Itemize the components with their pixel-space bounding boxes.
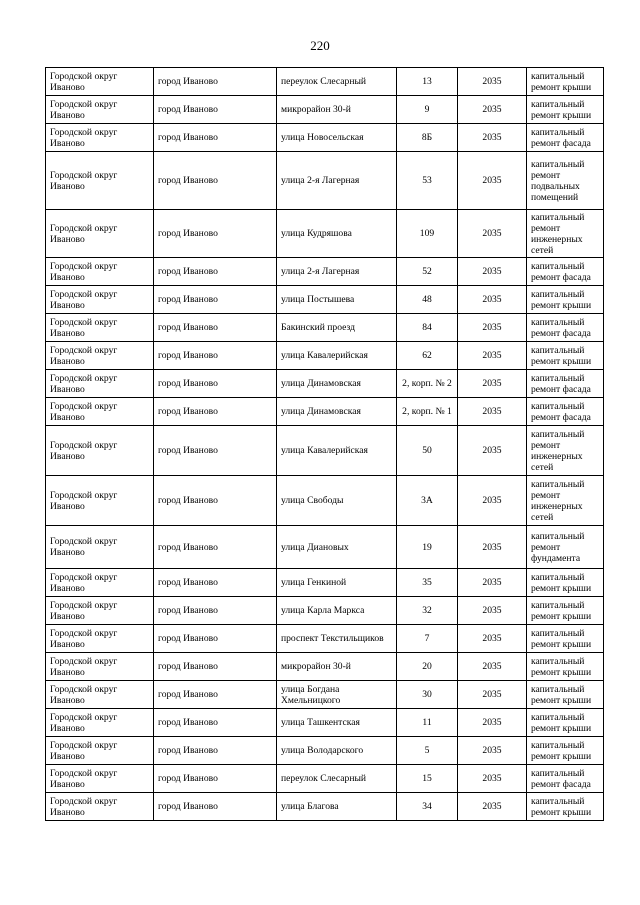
year-cell: 2035 xyxy=(458,765,527,793)
house-number-cell: 11 xyxy=(397,709,458,737)
year-cell: 2035 xyxy=(458,793,527,821)
work-type-cell: капитальный ремонт инженерных сетей xyxy=(527,476,604,526)
house-number-cell: 2, корп. № 1 xyxy=(397,398,458,426)
street-cell: улица Кавалерийская xyxy=(277,426,397,476)
house-number-cell: 7 xyxy=(397,625,458,653)
street-cell: Бакинский проезд xyxy=(277,314,397,342)
city-cell: город Иваново xyxy=(154,597,277,625)
city-cell: город Иваново xyxy=(154,426,277,476)
house-number-cell: 53 xyxy=(397,152,458,210)
house-number-cell: 109 xyxy=(397,210,458,258)
house-number-cell: 19 xyxy=(397,526,458,569)
city-cell: город Иваново xyxy=(154,526,277,569)
city-cell: город Иваново xyxy=(154,286,277,314)
street-cell: улица Благова xyxy=(277,793,397,821)
district-cell: Городской округ Иваново xyxy=(46,96,154,124)
page-number: 220 xyxy=(310,38,330,53)
house-number-cell: 34 xyxy=(397,793,458,821)
street-cell: улица Диановых xyxy=(277,526,397,569)
house-number-cell: 13 xyxy=(397,68,458,96)
work-type-cell: капитальный ремонт крыши xyxy=(527,597,604,625)
district-cell: Городской округ Иваново xyxy=(46,737,154,765)
district-cell: Городской округ Иваново xyxy=(46,526,154,569)
table-body xyxy=(46,68,604,821)
street-cell: микрорайон 30-й xyxy=(277,96,397,124)
house-number-cell: 32 xyxy=(397,597,458,625)
house-number-cell: 8Б xyxy=(397,124,458,152)
table-row xyxy=(46,314,604,342)
city-cell: город Иваново xyxy=(154,625,277,653)
table-row xyxy=(46,737,604,765)
work-type-cell: капитальный ремонт крыши xyxy=(527,793,604,821)
year-cell: 2035 xyxy=(458,286,527,314)
work-type-cell: капитальный ремонт крыши xyxy=(527,737,604,765)
city-cell: город Иваново xyxy=(154,681,277,709)
year-cell: 2035 xyxy=(458,258,527,286)
city-cell: город Иваново xyxy=(154,258,277,286)
table-row xyxy=(46,476,604,526)
work-type-cell: капитальный ремонт инженерных сетей xyxy=(527,210,604,258)
house-number-cell: 52 xyxy=(397,258,458,286)
district-cell: Городской округ Иваново xyxy=(46,765,154,793)
city-cell: город Иваново xyxy=(154,793,277,821)
house-number-cell: 62 xyxy=(397,342,458,370)
street-cell: улица Постышева xyxy=(277,286,397,314)
house-number-cell: 35 xyxy=(397,569,458,597)
table-row xyxy=(46,426,604,476)
street-cell: улица Кудряшова xyxy=(277,210,397,258)
street-cell: улица Динамовская xyxy=(277,398,397,426)
table-row xyxy=(46,210,604,258)
work-type-cell: капитальный ремонт крыши xyxy=(527,342,604,370)
street-cell: переулок Слесарный xyxy=(277,765,397,793)
district-cell: Городской округ Иваново xyxy=(46,793,154,821)
table-row xyxy=(46,96,604,124)
table-row xyxy=(46,124,604,152)
city-cell: город Иваново xyxy=(154,653,277,681)
city-cell: город Иваново xyxy=(154,765,277,793)
work-type-cell: капитальный ремонт фасада xyxy=(527,124,604,152)
district-cell: Городской округ Иваново xyxy=(46,476,154,526)
year-cell: 2035 xyxy=(458,68,527,96)
table-row xyxy=(46,765,604,793)
year-cell: 2035 xyxy=(458,96,527,124)
city-cell: город Иваново xyxy=(154,152,277,210)
street-cell: улица Володарского xyxy=(277,737,397,765)
table-row xyxy=(46,625,604,653)
district-cell: Городской округ Иваново xyxy=(46,625,154,653)
work-type-cell: капитальный ремонт фасада xyxy=(527,314,604,342)
table-row xyxy=(46,597,604,625)
city-cell: город Иваново xyxy=(154,737,277,765)
city-cell: город Иваново xyxy=(154,68,277,96)
year-cell: 2035 xyxy=(458,152,527,210)
district-cell: Городской округ Иваново xyxy=(46,68,154,96)
district-cell: Городской округ Иваново xyxy=(46,398,154,426)
house-number-cell: 5 xyxy=(397,737,458,765)
year-cell: 2035 xyxy=(458,597,527,625)
year-cell: 2035 xyxy=(458,370,527,398)
work-type-cell: капитальный ремонт подвальных помещений xyxy=(527,152,604,210)
table-row xyxy=(46,398,604,426)
work-type-cell: капитальный ремонт крыши xyxy=(527,96,604,124)
city-cell: город Иваново xyxy=(154,124,277,152)
street-cell: улица Генкиной xyxy=(277,569,397,597)
district-cell: Городской округ Иваново xyxy=(46,152,154,210)
house-number-cell: 15 xyxy=(397,765,458,793)
district-cell: Городской округ Иваново xyxy=(46,370,154,398)
district-cell: Городской округ Иваново xyxy=(46,342,154,370)
work-type-cell: капитальный ремонт фасада xyxy=(527,398,604,426)
city-cell: город Иваново xyxy=(154,342,277,370)
city-cell: город Иваново xyxy=(154,569,277,597)
district-cell: Городской округ Иваново xyxy=(46,210,154,258)
table-row xyxy=(46,258,604,286)
district-cell: Городской округ Иваново xyxy=(46,597,154,625)
house-number-cell: 2, корп. № 2 xyxy=(397,370,458,398)
year-cell: 2035 xyxy=(458,709,527,737)
table-row xyxy=(46,569,604,597)
work-type-cell: капитальный ремонт крыши xyxy=(527,653,604,681)
work-type-cell: капитальный ремонт фасада xyxy=(527,258,604,286)
house-number-cell: 20 xyxy=(397,653,458,681)
street-cell: улица Карла Маркса xyxy=(277,597,397,625)
city-cell: город Иваново xyxy=(154,314,277,342)
work-type-cell: капитальный ремонт крыши xyxy=(527,286,604,314)
house-number-cell: 3А xyxy=(397,476,458,526)
work-type-cell: капитальный ремонт крыши xyxy=(527,681,604,709)
work-type-cell: капитальный ремонт инженерных сетей xyxy=(527,426,604,476)
table-row xyxy=(46,68,604,96)
table-row xyxy=(46,793,604,821)
table-row xyxy=(46,152,604,210)
work-type-cell: капитальный ремонт крыши xyxy=(527,625,604,653)
street-cell: улица 2-я Лагерная xyxy=(277,258,397,286)
year-cell: 2035 xyxy=(458,314,527,342)
district-cell: Городской округ Иваново xyxy=(46,124,154,152)
street-cell: улица Свободы xyxy=(277,476,397,526)
street-cell: улица Новосельская xyxy=(277,124,397,152)
city-cell: город Иваново xyxy=(154,96,277,124)
street-cell: улица Кавалерийская xyxy=(277,342,397,370)
year-cell: 2035 xyxy=(458,398,527,426)
work-type-cell: капитальный ремонт фасада xyxy=(527,765,604,793)
street-cell: улица Богдана Хмельницкого xyxy=(277,681,397,709)
city-cell: город Иваново xyxy=(154,210,277,258)
house-number-cell: 30 xyxy=(397,681,458,709)
year-cell: 2035 xyxy=(458,342,527,370)
work-type-cell: капитальный ремонт крыши xyxy=(527,68,604,96)
year-cell: 2035 xyxy=(458,737,527,765)
year-cell: 2035 xyxy=(458,569,527,597)
table-row xyxy=(46,709,604,737)
street-cell: микрорайон 30-й xyxy=(277,653,397,681)
year-cell: 2035 xyxy=(458,124,527,152)
work-type-cell: капитальный ремонт крыши xyxy=(527,709,604,737)
year-cell: 2035 xyxy=(458,681,527,709)
year-cell: 2035 xyxy=(458,426,527,476)
city-cell: город Иваново xyxy=(154,370,277,398)
year-cell: 2035 xyxy=(458,210,527,258)
year-cell: 2035 xyxy=(458,476,527,526)
district-cell: Городской округ Иваново xyxy=(46,286,154,314)
district-cell: Городской округ Иваново xyxy=(46,569,154,597)
year-cell: 2035 xyxy=(458,625,527,653)
district-cell: Городской округ Иваново xyxy=(46,709,154,737)
city-cell: город Иваново xyxy=(154,476,277,526)
table-row xyxy=(46,370,604,398)
year-cell: 2035 xyxy=(458,526,527,569)
table-row xyxy=(46,526,604,569)
house-number-cell: 48 xyxy=(397,286,458,314)
year-cell: 2035 xyxy=(458,653,527,681)
house-number-cell: 84 xyxy=(397,314,458,342)
house-number-cell: 9 xyxy=(397,96,458,124)
district-cell: Городской округ Иваново xyxy=(46,258,154,286)
work-type-cell: капитальный ремонт крыши xyxy=(527,569,604,597)
table-row xyxy=(46,286,604,314)
district-cell: Городской округ Иваново xyxy=(46,426,154,476)
street-cell: проспект Текстильщиков xyxy=(277,625,397,653)
table-row xyxy=(46,653,604,681)
street-cell: переулок Слесарный xyxy=(277,68,397,96)
city-cell: город Иваново xyxy=(154,398,277,426)
house-number-cell: 50 xyxy=(397,426,458,476)
district-cell: Городской округ Иваново xyxy=(46,653,154,681)
table-row xyxy=(46,342,604,370)
district-cell: Городской округ Иваново xyxy=(46,681,154,709)
housing-repair-table xyxy=(45,67,604,821)
district-cell: Городской округ Иваново xyxy=(46,314,154,342)
work-type-cell: капитальный ремонт фундамента xyxy=(527,526,604,569)
street-cell: улица Динамовская xyxy=(277,370,397,398)
street-cell: улица 2-я Лагерная xyxy=(277,152,397,210)
street-cell: улица Ташкентская xyxy=(277,709,397,737)
work-type-cell: капитальный ремонт фасада xyxy=(527,370,604,398)
city-cell: город Иваново xyxy=(154,709,277,737)
table-row xyxy=(46,681,604,709)
